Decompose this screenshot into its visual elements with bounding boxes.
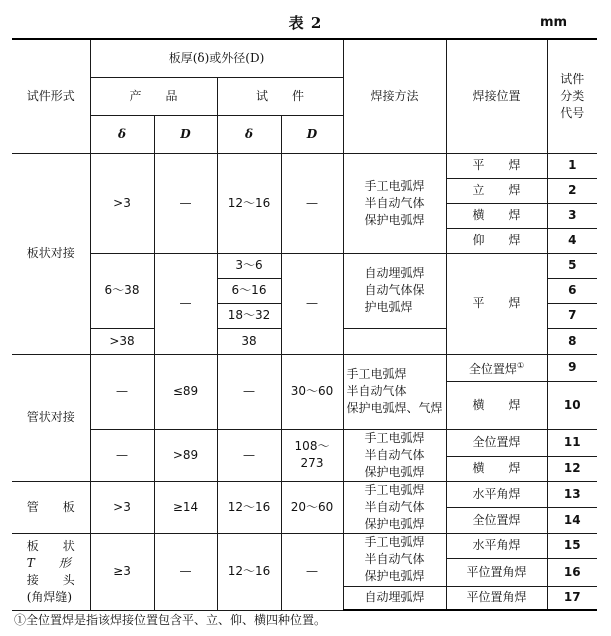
method-line: 保护电弧焊	[364, 516, 425, 531]
header-product: 产 品	[90, 77, 217, 115]
cell-specimen-D: 108～273	[281, 429, 343, 481]
cell-class-code: 11	[547, 429, 597, 457]
cell-class-code: 9	[547, 354, 597, 381]
cell-class-code: 4	[547, 228, 597, 253]
header-thickness-group: 板厚(δ)或外径(D)	[90, 39, 343, 77]
cell-class-code: 14	[547, 507, 597, 533]
cell-method-empty	[343, 328, 446, 354]
method-line: 手工电弧焊	[364, 178, 425, 193]
method-line: 自动埋弧焊	[364, 266, 425, 280]
cell-class-code: 3	[547, 203, 597, 228]
cell-class-code: 15	[547, 533, 597, 558]
cell-class-code: 16	[547, 558, 597, 586]
header-method: 焊接方法	[343, 39, 446, 153]
method-line: 半自动气体	[364, 447, 425, 462]
cell-position: 平位置角焊	[446, 586, 547, 610]
method-line: 半自动气体	[364, 195, 425, 210]
cell-product-delta: >3	[90, 153, 154, 253]
footnote-marker: ①	[516, 361, 525, 370]
header-product-delta: δ	[90, 115, 154, 153]
cell-product-D: —	[154, 153, 217, 253]
cell-specimen-delta: —	[217, 354, 281, 429]
method-line: 手工电弧焊	[364, 535, 425, 549]
cell-class-code: 10	[547, 381, 597, 429]
cell-product-D: —	[154, 533, 217, 610]
cell-product-D: ≤89	[154, 354, 217, 429]
method-line: 半自动气体	[364, 552, 425, 566]
cell-class-code: 5	[547, 253, 597, 278]
cell-specimen-D: —	[281, 153, 343, 253]
cell-position: 全位置焊	[446, 507, 547, 533]
cell-specimen-delta: 12～16	[217, 153, 281, 253]
position-label: 全位置焊	[468, 362, 517, 376]
method-line: 护电弧焊	[364, 300, 413, 314]
cell-specimen-delta: 6～16	[217, 278, 281, 303]
header-class-code-line: 分类	[560, 88, 585, 103]
cell-position: 横 焊	[446, 381, 547, 429]
cell-class-code: 6	[547, 278, 597, 303]
cell-specimen-D: 30～60	[281, 354, 343, 429]
cell-position: 仰 焊	[446, 228, 547, 253]
cell-class-code: 13	[547, 481, 597, 507]
cell-method	[343, 153, 446, 253]
method-line: 手工电弧焊	[364, 482, 425, 497]
header-class-code-line: 试件	[560, 71, 585, 86]
cell-specimen-delta: 3～6	[217, 253, 281, 278]
method-line: 半自动气体	[346, 384, 407, 398]
cell-specimen-delta: 18～32	[217, 303, 281, 328]
cell-method	[343, 533, 446, 586]
cell-method	[343, 253, 446, 328]
header-specimen: 试 件	[217, 77, 343, 115]
cell-method	[343, 354, 446, 429]
group-line: 接 头	[26, 572, 75, 587]
header-class-code	[547, 39, 597, 153]
method-line: 手工电弧焊	[346, 367, 407, 381]
header-specimen-D: D	[281, 115, 343, 153]
method-line: 半自动气体	[364, 499, 425, 514]
cell-class-code: 12	[547, 457, 597, 481]
cell-product-D: >89	[154, 429, 217, 481]
header-position: 焊接位置	[446, 39, 547, 153]
cell-class-code: 2	[547, 178, 597, 203]
cell-specimen-D: —	[281, 533, 343, 610]
cell-class-code: 17	[547, 586, 597, 610]
cell-specimen-delta: 12～16	[217, 481, 281, 533]
group-pipe-plate: 管 板	[12, 481, 90, 533]
method-line: 保护电弧焊	[364, 464, 425, 479]
cell-product-delta: >3	[90, 481, 154, 533]
method-line: 保护电弧焊	[364, 569, 425, 583]
unit-label: mm	[540, 15, 568, 30]
cell-product-delta: —	[90, 354, 154, 429]
cell-method	[343, 429, 446, 481]
group-plate-t	[12, 533, 90, 610]
group-line: (角焊缝)	[26, 589, 73, 604]
cell-position: 平 焊	[446, 253, 547, 354]
welding-specimen-table	[12, 38, 597, 611]
group-plate-butt: 板状对接	[12, 153, 90, 354]
cell-product-D: —	[154, 253, 217, 354]
cell-position: 立 焊	[446, 178, 547, 203]
method-line: 保护电弧焊、气焊	[346, 401, 443, 415]
footnote: ①全位置焊是指该焊接位置包含平、立、仰、横四种位置。	[14, 613, 327, 627]
cell-position	[446, 354, 547, 381]
cell-class-code: 7	[547, 303, 597, 328]
cell-position: 水平角焊	[446, 481, 547, 507]
method-line: 自动气体保	[364, 283, 425, 297]
table-title: 表 2	[288, 14, 323, 32]
cell-specimen-delta: 38	[217, 328, 281, 354]
cell-method	[343, 481, 446, 533]
cell-product-delta: 6～38	[90, 253, 154, 328]
method-line: 手工电弧焊	[364, 430, 425, 445]
cell-product-D: ≥14	[154, 481, 217, 533]
cell-specimen-D: —	[281, 253, 343, 354]
cell-product-delta: >38	[90, 328, 154, 354]
group-line: T 形	[26, 555, 71, 570]
cell-position: 平 焊	[446, 153, 547, 178]
group-pipe-butt: 管状对接	[12, 354, 90, 481]
cell-position: 横 焊	[446, 457, 547, 481]
cell-product-delta: —	[90, 429, 154, 481]
cell-position: 横 焊	[446, 203, 547, 228]
header-specimen-delta: δ	[217, 115, 281, 153]
cell-position: 平位置角焊	[446, 558, 547, 586]
cell-class-code: 1	[547, 153, 597, 178]
cell-product-delta: ≥3	[90, 533, 154, 610]
cell-specimen-delta: 12～16	[217, 533, 281, 610]
cell-class-code: 8	[547, 328, 597, 354]
cell-specimen-delta: —	[217, 429, 281, 481]
cell-position: 水平角焊	[446, 533, 547, 558]
group-line: 板 状	[26, 538, 75, 553]
header-product-D: D	[154, 115, 217, 153]
cell-position: 全位置焊	[446, 429, 547, 457]
cell-method: 自动埋弧焊	[343, 586, 446, 610]
header-class-code-line: 代号	[560, 105, 585, 120]
cell-specimen-D: 20～60	[281, 481, 343, 533]
header-specimen-form: 试件形式	[12, 39, 90, 153]
method-line: 保护电弧焊	[364, 212, 425, 227]
